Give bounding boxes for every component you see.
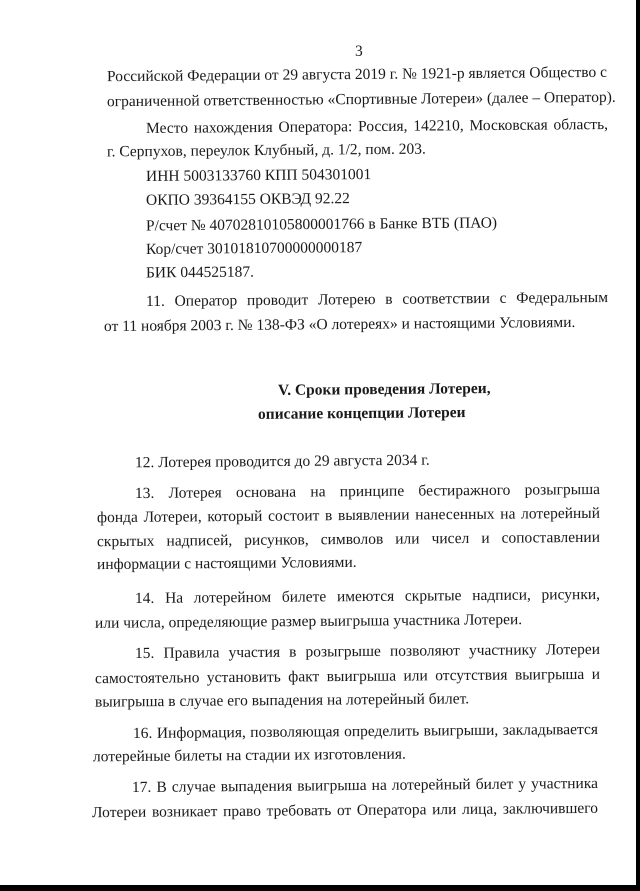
- location-line-1: Место нахождения Оператора: Россия, 142210, Московская область,: [145, 115, 609, 138]
- paragraph-14-line-2: или числа, определяющие размер выигрыша участника Лотереи.: [94, 611, 523, 632]
- paragraph-12-line-1: 12. Лотерея проводится до 29 августа 2034 г.: [134, 451, 430, 472]
- operator-intro-line-2: ограниченной ответственностью «Спортивные Лотереи» (далее – Оператор).: [106, 88, 616, 111]
- paragraph-15-line-2: самостоятельно установить факт выигрыша или отсутствия выигрыша и: [94, 665, 601, 688]
- section-heading-line-1: V. Сроки проведения Лотереи,: [277, 380, 491, 399]
- requisites-corr-account: Кор/счет 30101810700000000187: [145, 239, 363, 258]
- requisites-bik: БИК 044525187.: [145, 263, 255, 282]
- scan-edge-bottom: [0, 885, 640, 891]
- paragraph-13-line-2: фонда Лотереи, который состоит в выявлении нанесенных на лотерейный: [96, 504, 601, 527]
- paragraph-15-line-3: выигрыша в случае его выпадения на лотерейный билет.: [94, 690, 470, 711]
- location-line-2: г. Серпухов, переулок Клубный, д. 1/2, пом. 203.: [106, 140, 426, 161]
- paragraph-17-line-1: 17. В случае выпадения выигрыша на лотерейный билет у участника: [131, 774, 599, 797]
- paragraph-14-line-1: 14. На лотерейном билете имеются скрытые надписи, рисунки,: [134, 585, 601, 608]
- operator-intro-line-1: Российской Федерации от 29 августа 2019 г. № 1921-р является Общество с: [106, 63, 608, 86]
- paragraph-13-line-4: информации с настоящими Условиями.: [96, 553, 357, 574]
- paragraph-13-line-1: 13. Лотерея основана на принципе бестиражного розыгрыша: [134, 480, 601, 503]
- paragraph-16-line-2: лотерейные билеты на стадии их изготовления.: [92, 745, 406, 766]
- requisites-inn-kpp: ИНН 5003133760 КПП 504301001: [145, 166, 372, 185]
- requisites-account: Р/счет № 40702810105800001766 в Банке ВТБ (ПАО): [145, 214, 498, 235]
- section-heading-line-2: описание концепции Лотереи: [257, 404, 466, 423]
- paragraph-17-line-2: Лотереи возникает право требовать от Оператора или лица, заключившего: [91, 799, 599, 822]
- paragraph-16-line-1: 16. Информация, позволяющая определить выигрыши, закладывается: [132, 720, 599, 743]
- scan-edge-right: [636, 0, 640, 891]
- page-number: 3: [355, 43, 363, 60]
- paragraph-15-line-1: 15. Правила участия в розыгрыше позволяют участнику Лотереи: [134, 640, 601, 663]
- paragraph-11-line-1: 11. Оператор проводит Лотерею в соответствии с Федеральным: [145, 288, 609, 311]
- paragraph-13-line-3: скрытых надписей, рисунков, символов или чисел и сопоставлении: [96, 528, 601, 551]
- paragraph-11-line-2: от 11 ноября 2003 г. № 138-ФЗ «О лотереях» и настоящими Условиями.: [103, 313, 576, 336]
- requisites-okpo-okved: ОКПО 39364155 ОКВЭД 92.22: [145, 190, 350, 209]
